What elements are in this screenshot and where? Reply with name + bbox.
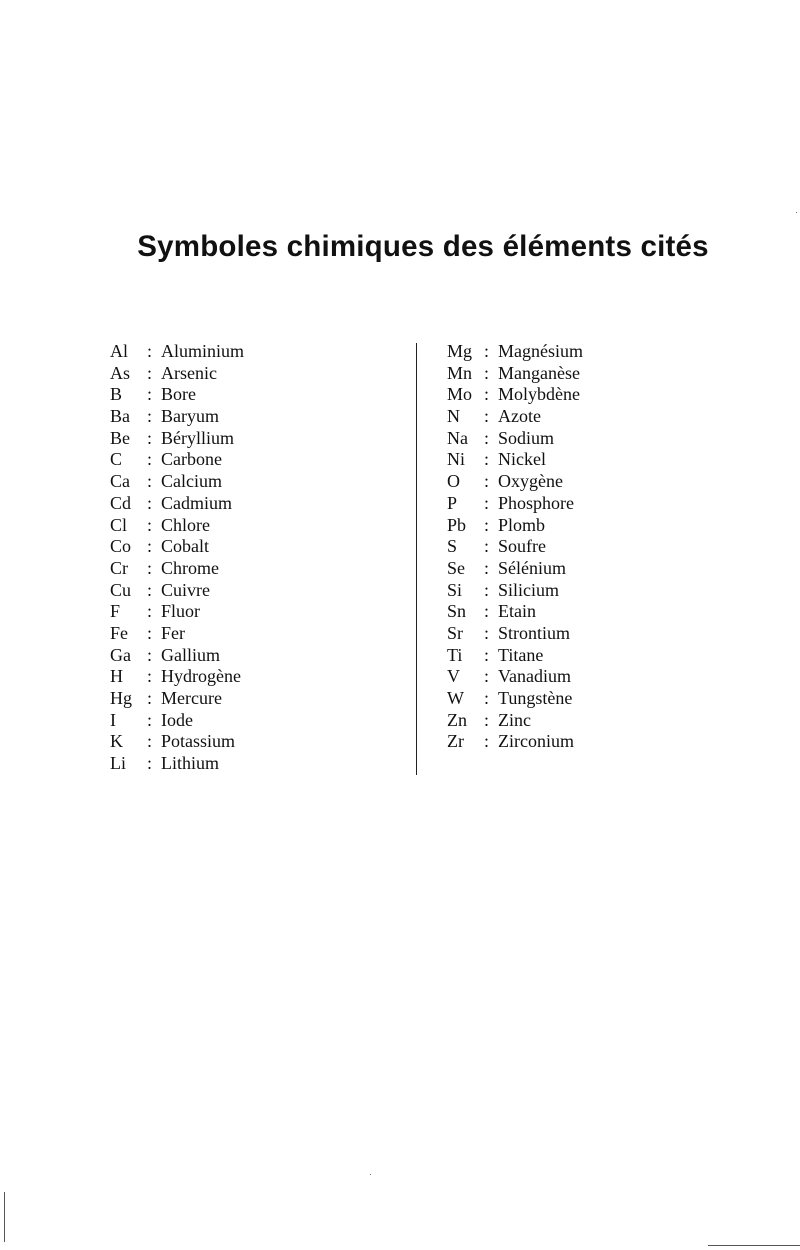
- separator-colon: :: [147, 579, 153, 600]
- separator-colon: :: [484, 536, 490, 557]
- element-row: [447, 645, 583, 667]
- element-row: [447, 688, 583, 710]
- element-row: [110, 753, 244, 775]
- separator-colon: :: [147, 536, 153, 557]
- separator-colon: :: [484, 622, 490, 643]
- element-name: Zinc: [498, 709, 531, 730]
- element-row: [447, 666, 583, 688]
- element-symbol: Cu: [110, 579, 132, 600]
- separator-colon: :: [147, 362, 153, 383]
- separator-colon: :: [147, 471, 153, 492]
- element-name: Vanadium: [498, 666, 571, 687]
- element-symbol: Na: [447, 427, 468, 448]
- separator-colon: :: [484, 709, 490, 730]
- element-row: [447, 449, 583, 471]
- element-name: Sélénium: [498, 557, 566, 578]
- element-symbol: K: [110, 731, 123, 752]
- separator-colon: :: [484, 688, 490, 708]
- element-symbol: Sr: [447, 622, 464, 643]
- page-title: Symboles chimiques des éléments cités: [137, 230, 709, 263]
- element-symbol: H: [110, 666, 123, 687]
- separator-colon: :: [484, 471, 490, 492]
- element-row: [110, 341, 244, 363]
- element-row: [110, 515, 244, 537]
- element-symbol: Pb: [447, 514, 467, 535]
- element-row: [447, 341, 583, 363]
- separator-colon: :: [147, 622, 153, 643]
- element-symbol: C: [110, 449, 123, 470]
- element-name: Silicium: [498, 579, 560, 600]
- element-name: Nickel: [498, 449, 546, 470]
- element-symbol: Fe: [110, 622, 128, 643]
- element-name: Sodium: [498, 427, 555, 448]
- element-row: [447, 580, 583, 602]
- element-symbol: Zr: [447, 731, 464, 752]
- separator-colon: :: [484, 341, 490, 361]
- element-name: Manganèse: [498, 362, 580, 383]
- separator-colon: :: [147, 688, 153, 708]
- element-symbol: Co: [110, 536, 132, 557]
- separator-colon: :: [147, 731, 153, 752]
- separator-colon: :: [147, 449, 153, 470]
- element-row: [110, 471, 244, 493]
- separator-colon: :: [484, 427, 490, 448]
- separator-colon: :: [147, 666, 153, 687]
- element-symbol: Ca: [110, 471, 130, 492]
- margin-line: [4, 1192, 5, 1242]
- element-name: Zirconium: [498, 731, 574, 752]
- element-name: Titane: [498, 644, 544, 665]
- element-row: [110, 449, 244, 471]
- element-row: [110, 666, 244, 688]
- separator-colon: :: [147, 753, 153, 774]
- scan-speck: [796, 212, 797, 213]
- scan-speck: [370, 1174, 371, 1175]
- element-row: [110, 645, 244, 667]
- element-symbol: Li: [110, 753, 126, 774]
- element-name: Iode: [161, 709, 193, 730]
- element-list-right: [447, 341, 583, 753]
- separator-colon: :: [484, 449, 490, 470]
- separator-colon: :: [484, 384, 490, 405]
- separator-colon: :: [147, 557, 153, 578]
- column-divider: [416, 343, 417, 775]
- element-row: [110, 558, 244, 580]
- element-row: [110, 623, 244, 645]
- element-symbol: B: [110, 384, 123, 405]
- element-symbol: Cr: [110, 557, 128, 578]
- element-symbol: Be: [110, 427, 130, 448]
- element-name: Chrome: [161, 557, 219, 578]
- element-symbol: N: [447, 406, 460, 427]
- footer-rule: [708, 1245, 800, 1246]
- element-name: Magnésium: [498, 341, 583, 361]
- element-name: Etain: [498, 601, 536, 622]
- element-row: [110, 710, 244, 732]
- element-name: Fer: [161, 622, 185, 643]
- element-symbol: Cd: [110, 492, 132, 513]
- separator-colon: :: [484, 492, 490, 513]
- element-name: Cobalt: [161, 536, 209, 557]
- element-row: [447, 471, 583, 493]
- element-name: Molybdène: [498, 384, 580, 405]
- element-symbol: O: [447, 471, 460, 492]
- element-symbol: Sn: [447, 601, 467, 622]
- separator-colon: :: [147, 384, 153, 405]
- separator-colon: :: [484, 557, 490, 578]
- element-row: [447, 515, 583, 537]
- element-symbol: Si: [447, 579, 463, 600]
- element-row: [447, 601, 583, 623]
- separator-colon: :: [484, 666, 490, 687]
- element-symbol: Mo: [447, 384, 473, 405]
- separator-colon: :: [147, 709, 153, 730]
- element-name: Cuivre: [161, 579, 210, 600]
- element-row: [110, 428, 244, 450]
- element-row: [110, 688, 244, 710]
- element-list-left: [110, 341, 244, 775]
- element-name: Lithium: [161, 753, 219, 774]
- element-name: Hydrogène: [161, 666, 241, 687]
- element-name: Azote: [498, 406, 541, 427]
- separator-colon: :: [147, 427, 153, 448]
- element-symbol: Cl: [110, 514, 128, 535]
- separator-colon: :: [484, 601, 490, 622]
- separator-colon: :: [484, 731, 490, 752]
- separator-colon: :: [147, 492, 153, 513]
- element-symbol: P: [447, 492, 458, 513]
- element-row: [447, 363, 583, 385]
- element-name: Mercure: [161, 688, 222, 708]
- element-row: [447, 536, 583, 558]
- element-row: [110, 493, 244, 515]
- element-row: [447, 558, 583, 580]
- separator-colon: :: [484, 362, 490, 383]
- element-symbol: I: [110, 709, 116, 730]
- separator-colon: :: [484, 514, 490, 535]
- element-name: Aluminium: [161, 341, 245, 361]
- element-symbol: Hg: [110, 688, 132, 708]
- element-row: [447, 406, 583, 428]
- separator-colon: :: [147, 644, 153, 665]
- element-row: [110, 384, 244, 406]
- element-name: Carbone: [161, 449, 222, 470]
- element-name: Béryllium: [161, 427, 234, 448]
- element-symbol: Se: [447, 557, 465, 578]
- element-symbol: Ti: [447, 644, 463, 665]
- element-name: Phosphore: [498, 492, 574, 513]
- element-symbol: As: [110, 362, 131, 383]
- element-row: [110, 406, 244, 428]
- element-symbol: S: [447, 536, 458, 557]
- element-row: [110, 580, 244, 602]
- element-row: [110, 601, 244, 623]
- element-row: [110, 536, 244, 558]
- element-row: [447, 623, 583, 645]
- element-name: Bore: [161, 384, 196, 405]
- element-row: [110, 363, 244, 385]
- separator-colon: :: [147, 514, 153, 535]
- element-symbol: V: [447, 666, 460, 687]
- element-symbol: F: [110, 601, 121, 622]
- element-name: Calcium: [161, 471, 222, 492]
- element-name: Soufre: [498, 536, 546, 557]
- separator-colon: :: [484, 406, 490, 427]
- separator-colon: :: [484, 579, 490, 600]
- element-name: Potassium: [161, 731, 236, 752]
- element-symbol: Ba: [110, 406, 130, 427]
- element-row: [447, 428, 583, 450]
- element-symbol: Al: [110, 341, 128, 361]
- element-symbol: W: [447, 688, 464, 708]
- element-name: Chlore: [161, 514, 210, 535]
- element-name: Gallium: [161, 644, 220, 665]
- element-symbol: Mg: [447, 341, 473, 361]
- element-name: Tungstène: [498, 688, 573, 708]
- element-symbol: Ga: [110, 644, 131, 665]
- element-name: Oxygène: [498, 471, 563, 492]
- element-row: [447, 710, 583, 732]
- element-name: Arsenic: [161, 362, 217, 383]
- separator-colon: :: [484, 644, 490, 665]
- element-row: [110, 731, 244, 753]
- element-row: [447, 384, 583, 406]
- separator-colon: :: [147, 341, 153, 361]
- separator-colon: :: [147, 406, 153, 427]
- element-name: Strontium: [498, 622, 571, 643]
- element-symbol: Mn: [447, 362, 473, 383]
- element-name: Plomb: [498, 514, 546, 535]
- element-name: Baryum: [161, 406, 219, 427]
- element-name: Cadmium: [161, 492, 232, 513]
- element-row: [447, 731, 583, 753]
- element-symbol: Ni: [447, 449, 465, 470]
- element-symbol: Zn: [447, 709, 467, 730]
- element-name: Fluor: [161, 601, 201, 622]
- separator-colon: :: [147, 601, 153, 622]
- element-row: [447, 493, 583, 515]
